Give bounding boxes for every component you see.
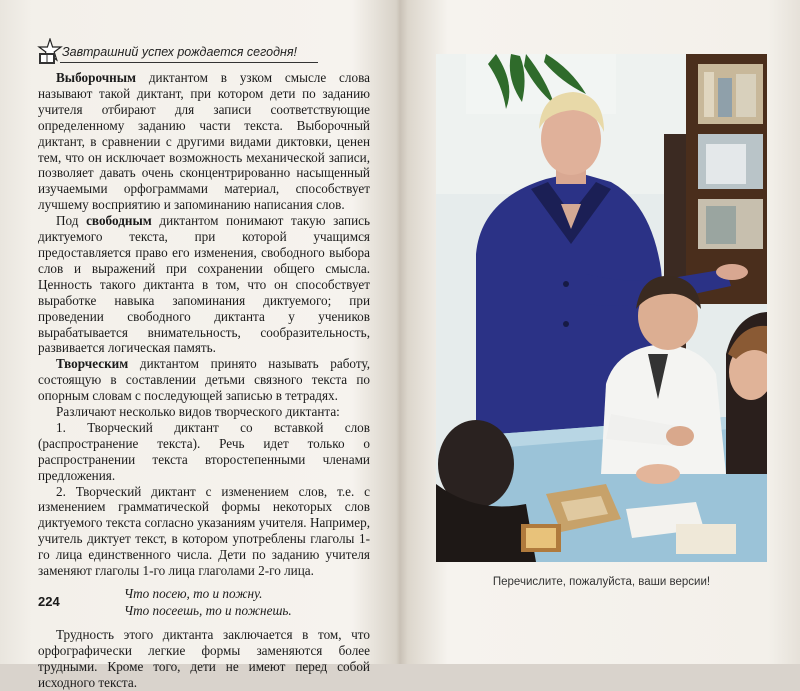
verse-line: Что посею, то и пожну. bbox=[124, 586, 263, 601]
term-free: свободным bbox=[86, 213, 152, 229]
right-page bbox=[400, 0, 800, 664]
paragraph-selective: Выборочным диктантом в узком смысле слова называют такой диктант, при котором дети по заданию учителя отбирают для записи соответствующие определенному заданию части текста. Выборочный диктант, в сравнении с другими видами диктовки, ценен тем, что он исключает возможность механической записи, позволяет давать очень сконцентрированно насыщенный изучаемыми орфограммами материал, способствует лучшему восприятию и запоминанию написания слов. bbox=[38, 70, 370, 213]
paragraph-item-2: 2. Творческий диктант с изменением слов, т.е. с изменением грамматической формы некоторых слов диктуемого текста согласно указаниям учителя. Например, учитель диктует текст, в котором употреблены глаголы 1-го лица единственного числа. Дети по заданию учителя заменяют глаголы 1-го лица глаголами 2-го лица. bbox=[38, 483, 370, 579]
photo-caption: Перечислите, пожалуйста, ваши версии! bbox=[492, 576, 711, 588]
paragraph-free: Под свободным диктантом понимают такую запись диктуемого текста, при которой учащимся предоставляется право его изменения, свободного выбора слов и выражений при сохранении общего смысла. Ценность такого диктанта в том, что он способствует выработке навыка запоминания диктуемого; при проведении свободного диктанта у учеников вырабатывается внимательность, сообразительность, развивается логическая память. bbox=[38, 213, 370, 356]
term-creative: Творческим bbox=[56, 356, 129, 372]
left-page bbox=[0, 0, 400, 690]
body-text bbox=[38, 70, 370, 691]
verse-line: Что посеешь, то и пожнешь. bbox=[124, 603, 292, 618]
example-verse bbox=[124, 585, 370, 619]
term-selective: Выборочным bbox=[56, 70, 137, 85]
page-header bbox=[36, 38, 298, 66]
page-number: 224 bbox=[38, 594, 60, 609]
paragraph-closing: Трудность этого диктанта заключается в том, что орфографически легкие формы заменяются более трудными. Кроме того, дети не имеют перед собой исходного текста. bbox=[38, 627, 370, 690]
header-rule bbox=[60, 62, 318, 63]
paragraph-item-1: 1. Творческий диктант со вставкой слов (распространение текста). Речь идет только о распространении текста второстепенными членами предложения. bbox=[38, 419, 370, 483]
header-title: Завтрашний успех рождается сегодня! bbox=[62, 45, 298, 59]
paragraph-creative: Творческим диктантом принято называть работу, состоящую в составлении детьми связного текста по опорным словам с последующей записью в тетрадях. bbox=[38, 356, 370, 404]
classroom-photo bbox=[436, 54, 767, 562]
paragraph-kinds: Различают несколько видов творческого диктанта: bbox=[56, 404, 340, 420]
